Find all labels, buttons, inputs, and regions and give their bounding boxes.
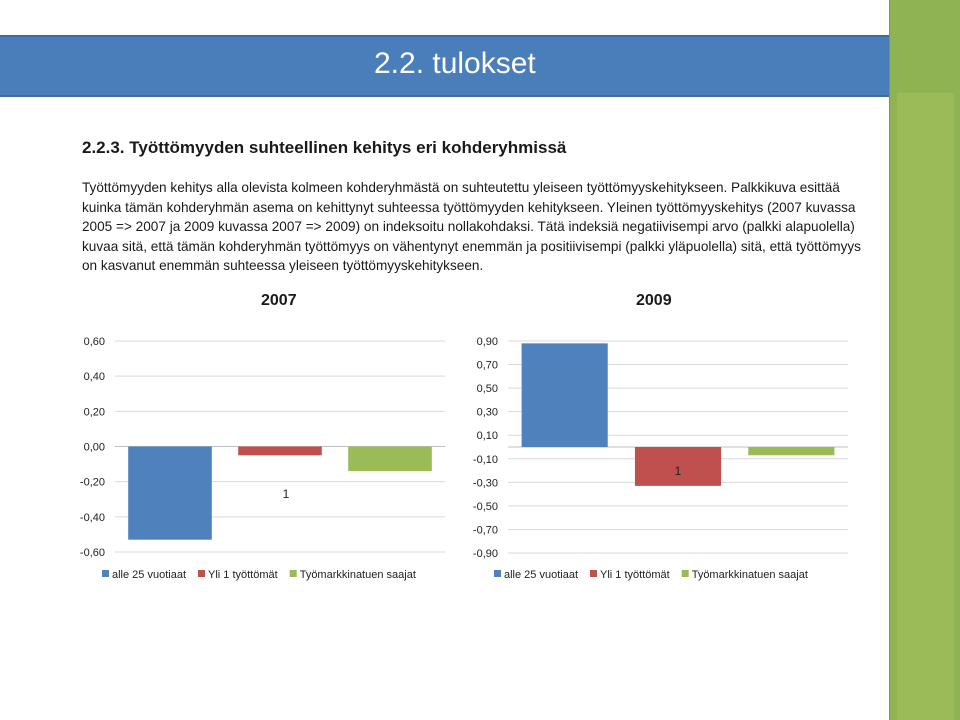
bar-3 xyxy=(748,447,834,455)
legend-swatch-2 xyxy=(590,570,597,577)
y-tick-label: 0,60 xyxy=(83,336,105,348)
bar-chart-2007 xyxy=(70,325,460,590)
chart-title-2009: 2009 xyxy=(636,292,672,309)
chart-title-2007: 2007 xyxy=(261,292,297,309)
section-heading: 2.2.3. Työttömyyden suhteellinen kehitys eri kohderyhmissä xyxy=(82,138,567,157)
y-tick-label: -0,50 xyxy=(472,500,498,513)
bar-chart-2009 xyxy=(462,325,862,590)
legend-swatch-1 xyxy=(494,570,501,577)
y-tick-label: -0,40 xyxy=(79,511,105,524)
y-tick-label: -0,20 xyxy=(79,476,105,489)
side-decoration-inner xyxy=(897,93,954,720)
slide-title: 2.2. tulokset xyxy=(374,47,536,80)
legend-swatch-1 xyxy=(102,570,109,577)
legend-swatch-2 xyxy=(198,570,205,577)
bar-1 xyxy=(522,343,608,447)
y-tick-label: -0,70 xyxy=(472,524,498,537)
y-tick-label: -0,90 xyxy=(472,548,498,560)
legend-label-2: Yli 1 työttömät xyxy=(208,569,278,581)
legend-label-2: Yli 1 työttömät xyxy=(600,569,670,581)
bar-2 xyxy=(238,447,322,456)
y-tick-label: -0,10 xyxy=(472,453,498,466)
y-tick-label: 0,10 xyxy=(476,430,498,443)
y-tick-label: 0,00 xyxy=(83,441,105,454)
legend-label-3: Työmarkkinatuen saajat xyxy=(691,569,808,581)
y-tick-label: 0,30 xyxy=(476,406,498,419)
y-tick-label: 0,40 xyxy=(83,371,105,384)
y-tick-label: -0,60 xyxy=(79,547,105,559)
category-label: 1 xyxy=(674,464,682,478)
legend-swatch-3 xyxy=(682,570,689,577)
bar-3 xyxy=(348,447,432,472)
y-tick-label: 0,90 xyxy=(476,336,498,348)
title-bar xyxy=(0,35,928,97)
y-tick-label: 0,20 xyxy=(83,406,105,419)
y-tick-label: -0,30 xyxy=(472,477,498,490)
body-paragraph: Työttömyyden kehitys alla olevista kolmeen kohderyhmästä on suhteutettu yleiseen työttömyyskehitykseen. Palkkikuva esittää kuinka tämän kohderyhmän asema on kehittynyt suhteessa työttömyyden kehitykseen. Yleinen työttömyyskehitys (2007 kuvassa 2005 => 2007 ja 2009 kuvassa 2007 => 2009) on indeksoitu nollakohdaksi. Tätä indeksiä negatiivisempi arvo (palkki alapuolella) kuvaa sitä, että tämän kohderyhmän työttömyys on vähentynyt enemmän ja positiivisempi (palkki yläpuolella) sitä, että työttömyys on kasvanut enemmän suhteessa yleiseen työttömyyskehitykseen. xyxy=(82,180,861,274)
side-decoration xyxy=(889,0,960,720)
legend-label-1: alle 25 vuotiaat xyxy=(504,569,578,581)
bar-1 xyxy=(128,447,212,540)
y-tick-label: 0,70 xyxy=(476,359,498,372)
legend-label-3: Työmarkkinatuen saajat xyxy=(299,569,416,581)
legend-swatch-3 xyxy=(290,570,297,577)
legend-label-1: alle 25 vuotiaat xyxy=(112,569,186,581)
category-label: 1 xyxy=(282,487,290,501)
y-tick-label: 0,50 xyxy=(476,383,498,396)
